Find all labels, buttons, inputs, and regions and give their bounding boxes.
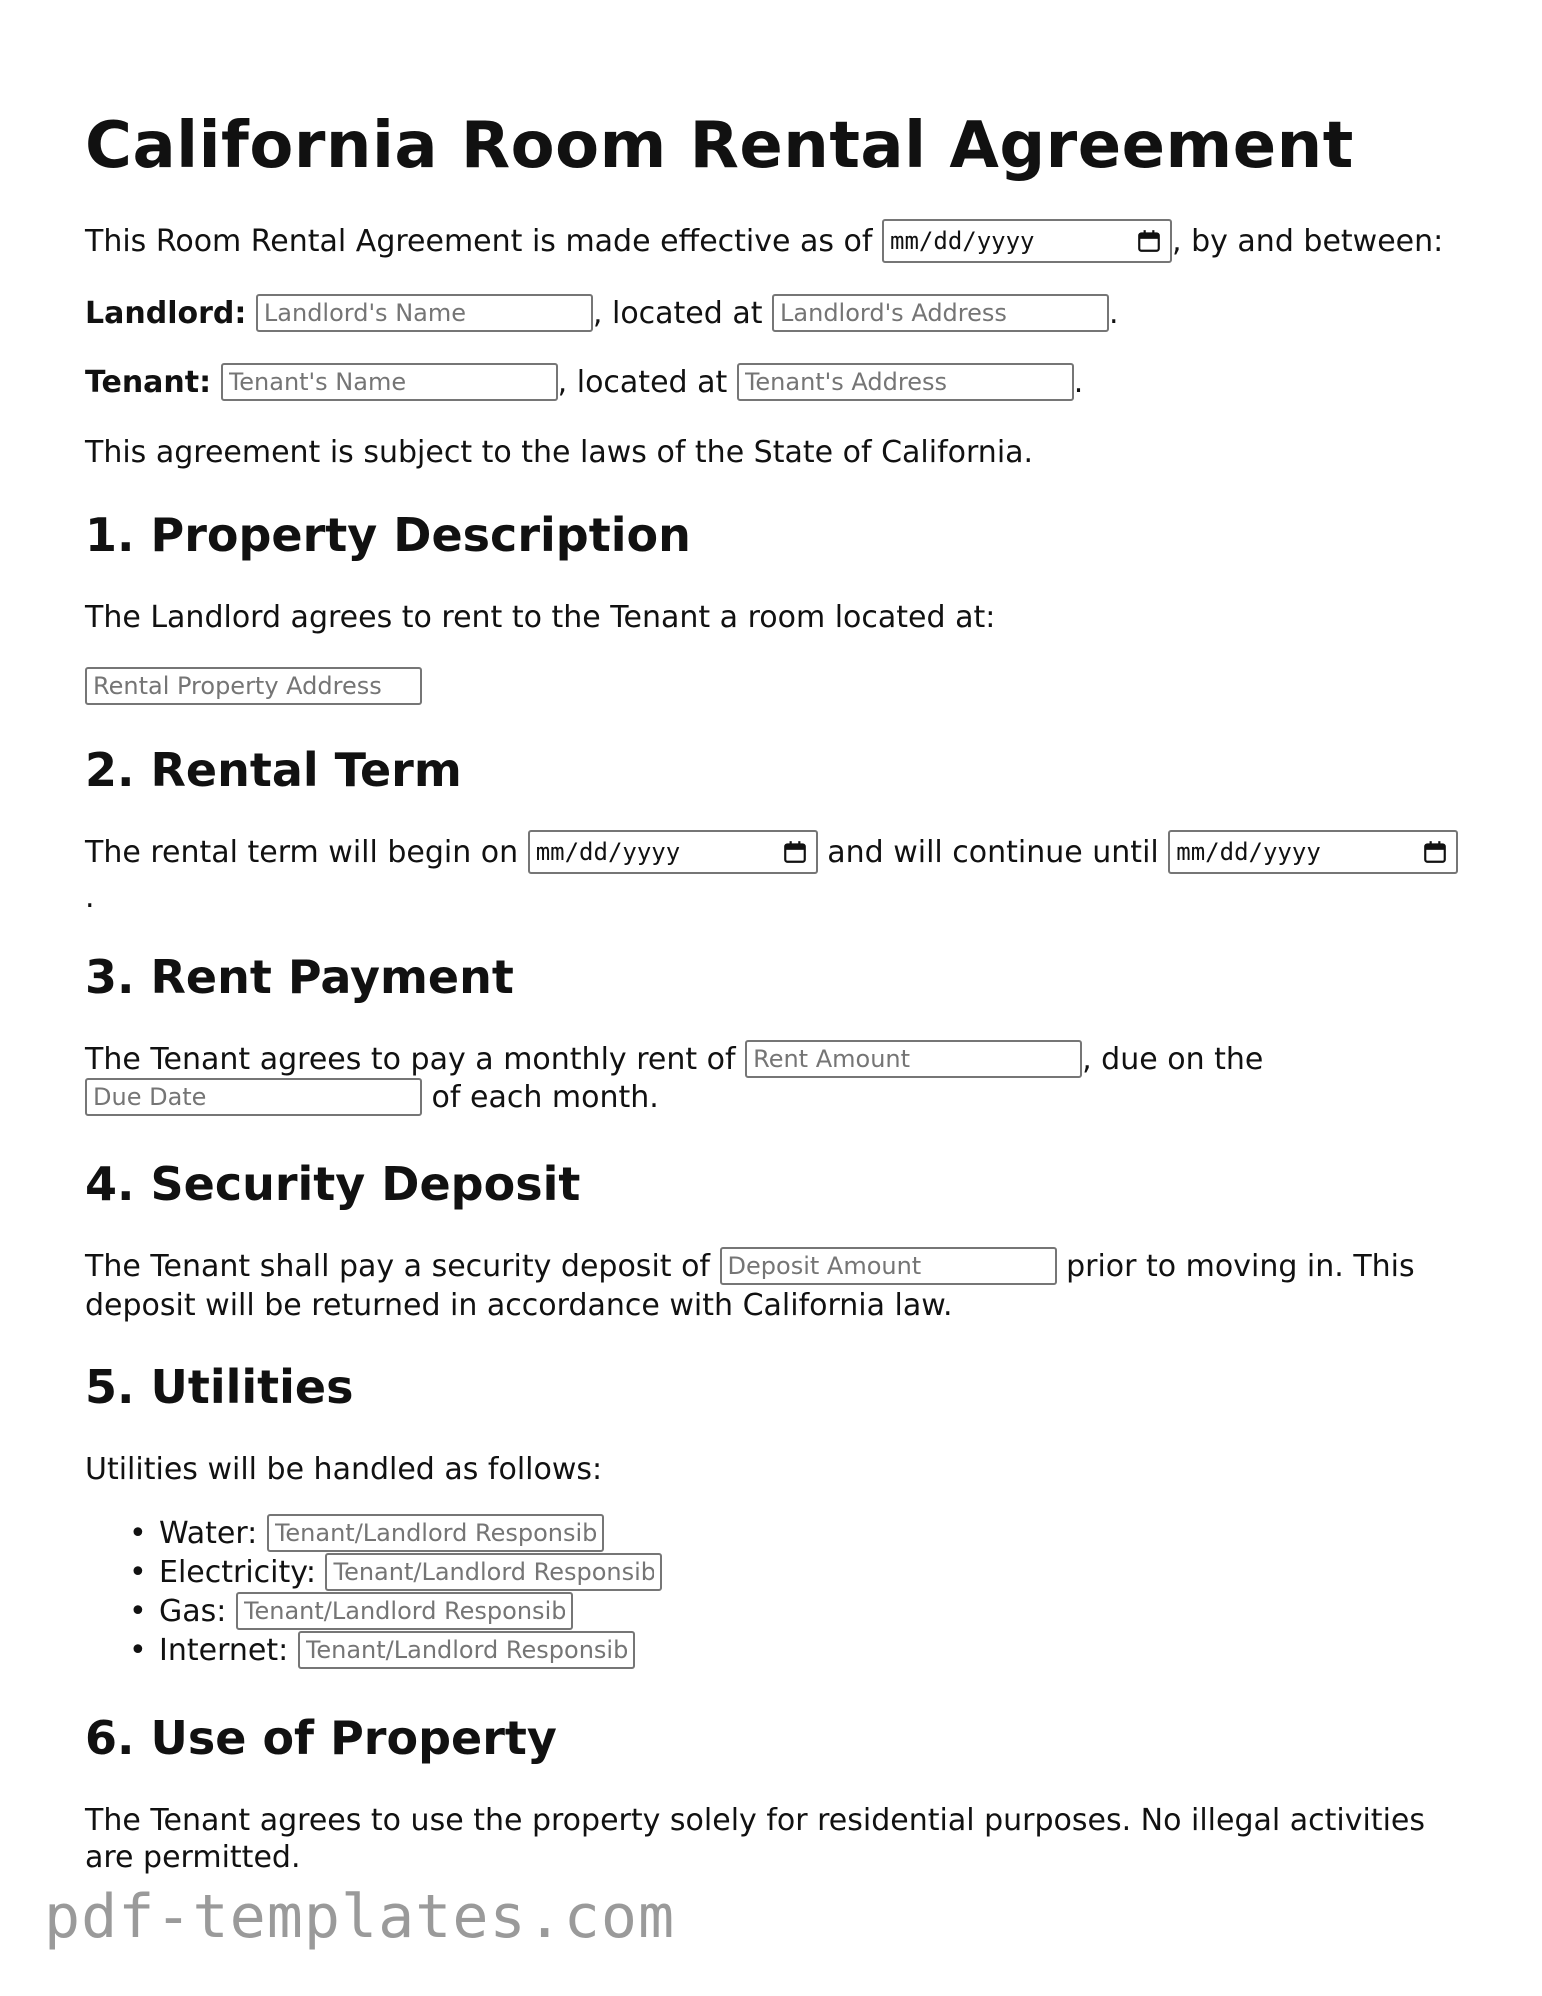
date-placeholder: mm/dd/yyyy bbox=[890, 226, 1035, 255]
list-item bbox=[85, 1631, 662, 1670]
landlord-name-input[interactable] bbox=[256, 294, 593, 332]
term-text-middle: and will continue until bbox=[817, 835, 1169, 870]
section-heading-term: 2. Rental Term bbox=[85, 743, 462, 797]
calendar-icon[interactable] bbox=[1422, 839, 1448, 865]
section-heading-deposit: 4. Security Deposit bbox=[85, 1157, 581, 1211]
intro-text-end: , by and between: bbox=[1172, 224, 1444, 259]
page-title: California Room Rental Agreement bbox=[85, 109, 1354, 183]
section-heading-property: 1. Property Description bbox=[85, 508, 691, 562]
tenant-label: Tenant: bbox=[85, 365, 212, 400]
landlord-period: . bbox=[1109, 296, 1119, 331]
use-text-line1: The Tenant agrees to use the property solely for residential purposes. No illegal activities bbox=[85, 1803, 1425, 1838]
utility-label-internet: Internet: bbox=[159, 1633, 298, 1668]
water-responsibility-input[interactable] bbox=[267, 1514, 604, 1552]
gas-responsibility-input[interactable] bbox=[236, 1592, 573, 1630]
electricity-responsibility-input[interactable] bbox=[325, 1553, 662, 1591]
bullet: • bbox=[129, 1555, 147, 1590]
utility-label-electricity: Electricity: bbox=[159, 1555, 326, 1590]
intro-line bbox=[85, 222, 1443, 263]
utilities-text: Utilities will be handled as follows: bbox=[85, 1452, 603, 1487]
tenant-located-at: , located at bbox=[557, 365, 737, 400]
internet-responsibility-input[interactable] bbox=[298, 1631, 635, 1669]
date-placeholder: mm/dd/yyyy bbox=[1176, 837, 1321, 866]
term-end-date-input[interactable] bbox=[1168, 830, 1458, 874]
utility-label-water: Water: bbox=[159, 1516, 267, 1551]
bullet: • bbox=[129, 1516, 147, 1551]
landlord-label: Landlord: bbox=[85, 296, 247, 331]
watermark: pdf-templates.com bbox=[44, 1882, 676, 1952]
rent-line bbox=[85, 1040, 1263, 1080]
tenant-period: . bbox=[1073, 365, 1084, 400]
landlord-address-input[interactable] bbox=[772, 294, 1109, 332]
utility-label-gas: Gas: bbox=[159, 1594, 236, 1629]
due-date-input[interactable] bbox=[85, 1078, 422, 1116]
section-heading-rent: 3. Rent Payment bbox=[85, 950, 514, 1004]
deposit-text: The Tenant shall pay a security deposit of bbox=[85, 1249, 720, 1284]
tenant-address-input[interactable] bbox=[737, 363, 1074, 401]
rental-property-address-input[interactable] bbox=[85, 667, 422, 705]
rent-text: The Tenant agrees to pay a monthly rent of bbox=[85, 1042, 746, 1077]
section-heading-use: 6. Use of Property bbox=[85, 1711, 557, 1765]
tenant-name-input[interactable] bbox=[221, 363, 558, 401]
term-period: . bbox=[85, 880, 95, 915]
calendar-icon[interactable] bbox=[782, 839, 808, 865]
deposit-text-after: prior to moving in. This bbox=[1056, 1249, 1415, 1284]
rent-due-line bbox=[85, 1078, 659, 1118]
deposit-text-line2: deposit will be returned in accordance with California law. bbox=[85, 1288, 953, 1323]
tenant-line bbox=[85, 363, 1083, 403]
utilities-list bbox=[85, 1514, 662, 1670]
deposit-amount-input[interactable] bbox=[720, 1247, 1057, 1285]
intro-text: This Room Rental Agreement is made effective as of bbox=[85, 224, 883, 259]
date-placeholder: mm/dd/yyyy bbox=[535, 837, 681, 866]
use-text-line2: are permitted. bbox=[85, 1840, 301, 1875]
landlord-line bbox=[85, 294, 1119, 334]
property-text: The Landlord agrees to rent to the Tenant a room located at: bbox=[85, 600, 996, 635]
effective-date-input[interactable] bbox=[882, 219, 1172, 263]
bullet: • bbox=[129, 1633, 147, 1668]
calendar-icon[interactable] bbox=[1136, 228, 1162, 254]
property-address-line bbox=[85, 667, 422, 707]
landlord-located-at: , located at bbox=[592, 296, 773, 331]
list-item bbox=[85, 1592, 662, 1631]
rent-text-middle: , due on the bbox=[1082, 1042, 1264, 1077]
list-item bbox=[85, 1514, 662, 1553]
rent-text-after: of each month. bbox=[422, 1080, 659, 1115]
list-item bbox=[85, 1553, 662, 1592]
section-heading-utilities: 5. Utilities bbox=[85, 1360, 354, 1414]
governing-law-text: This agreement is subject to the laws of the State of California. bbox=[85, 435, 1034, 470]
term-text: The rental term will begin on bbox=[85, 835, 528, 870]
rent-amount-input[interactable] bbox=[745, 1040, 1082, 1078]
bullet: • bbox=[129, 1594, 147, 1629]
deposit-line bbox=[85, 1247, 1415, 1287]
term-start-date-input[interactable] bbox=[528, 830, 818, 874]
term-line bbox=[85, 833, 1458, 874]
